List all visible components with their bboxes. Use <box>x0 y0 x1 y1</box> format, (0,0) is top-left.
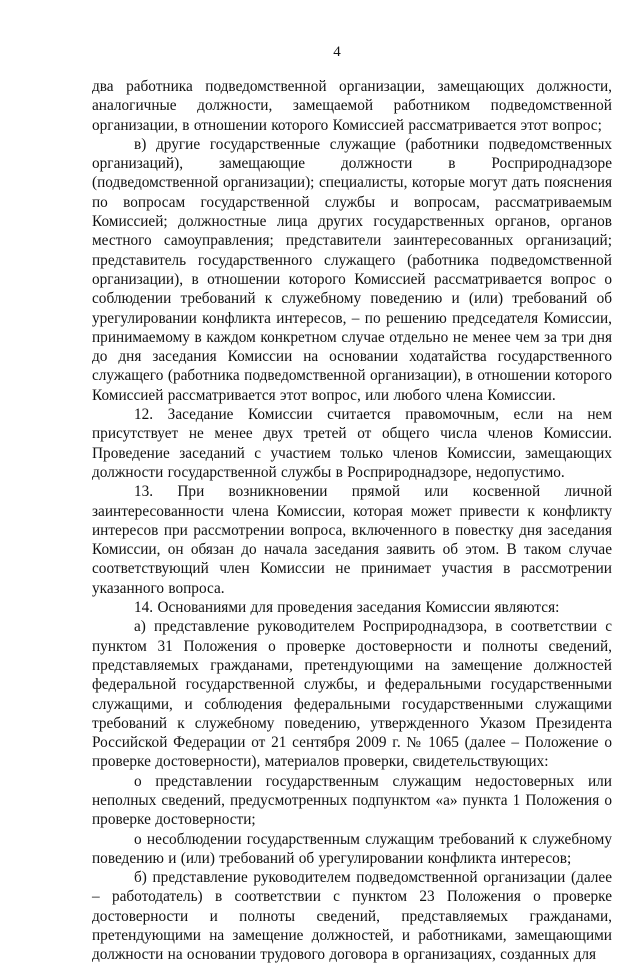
paragraph-14-a-1: о представлении государственным служащим недостоверных или неполных сведений, предусмотренных подпунктом «а» пункта 1 Положения о проверке достоверности; <box>92 772 612 829</box>
paragraph-continuation: два работника подведомственной организации, замещающих должности, аналогичные должности, замещаемой работником подведомственной организации, в отношении которого Комиссией рассматривается этот вопрос; <box>92 78 612 134</box>
paragraph-13: 13. При возникновении прямой или косвенной личной заинтересованности члена Комиссии, которая может привести к конфликту интересов при рассмотрении вопроса, включенного в повестку дня заседания Комиссии, он обязан до начала заседания заявить об этом. В таком случае соответствующий член Комиссии не принимает участия в рассмотрении указанного вопроса. <box>92 483 612 597</box>
paragraph-14: 14. Основаниями для проведения заседания Комиссии являются: <box>134 599 560 617</box>
paragraph-14-b: б) представление руководителем подведомственной организации (далее – работодатель) в соответствии с пунктом 23 Положения о проверке достоверности и полноты сведений, представляемых гражданами, претендующими на замещение должностей, и работниками, замещающими должности на основании трудового договора в организациях, созданных для <box>92 869 612 964</box>
document-body <box>92 77 612 965</box>
paragraph-14-a: а) представление руководителем Росприроднадзора, в соответствии с пунктом 31 Положения о проверке достоверности и полноты сведений, представляемых гражданами, претендующими на замещение должностей федеральной государственной службы, и федеральными государственными служащими, и соблюдения федеральными государственными служащими требований к служебному поведению, утвержденного Указом Президента Российской Федерации от 21 сентября 2009 г. № 1065 (далее – Положение о проверке достоверности), материалов проверки, свидетельствующих: <box>92 618 612 771</box>
paragraph-item-v: в) другие государственные служащие (работники подведомственных организаций), замещающие должности в Росприроднадзоре (подведомственной организации); специалисты, которые могут дать пояснения по вопросам государственной службы и вопросам, рассматриваемым Комиссией; должностные лица других государственных органов, органов местного самоуправления; представители заинтересованных организаций; представитель государственного служащего (работника подведомственной организации), в отношении которого Комиссией рассматривается вопрос о соблюдении требований к служебному поведению и (или) требований об урегулировании конфликта интересов, – по решению председателя Комиссии, принимаемому в каждом конкретном случае отдельно не менее чем за три дня до дня заседания Комиссии на основании ходатайства государственного служащего (работника подведомственной организации), в отношении которого Комиссией рассматривается этот вопрос, или любого члена Комиссии. <box>92 135 612 404</box>
paragraph-14-a-2: о несоблюдении государственным служащим требований к служебному поведению и (или) требований об урегулировании конфликта интересов; <box>92 830 612 867</box>
page-number: 4 <box>333 44 341 60</box>
paragraph-12: 12. Заседание Комиссии считается правомочным, если на нем присутствует не менее двух третей от общего числа членов Комиссии. Проведение заседаний с участием только членов Комиссии, замещающих должности государственной службы в Росприроднадзоре, недопустимо. <box>92 406 612 481</box>
